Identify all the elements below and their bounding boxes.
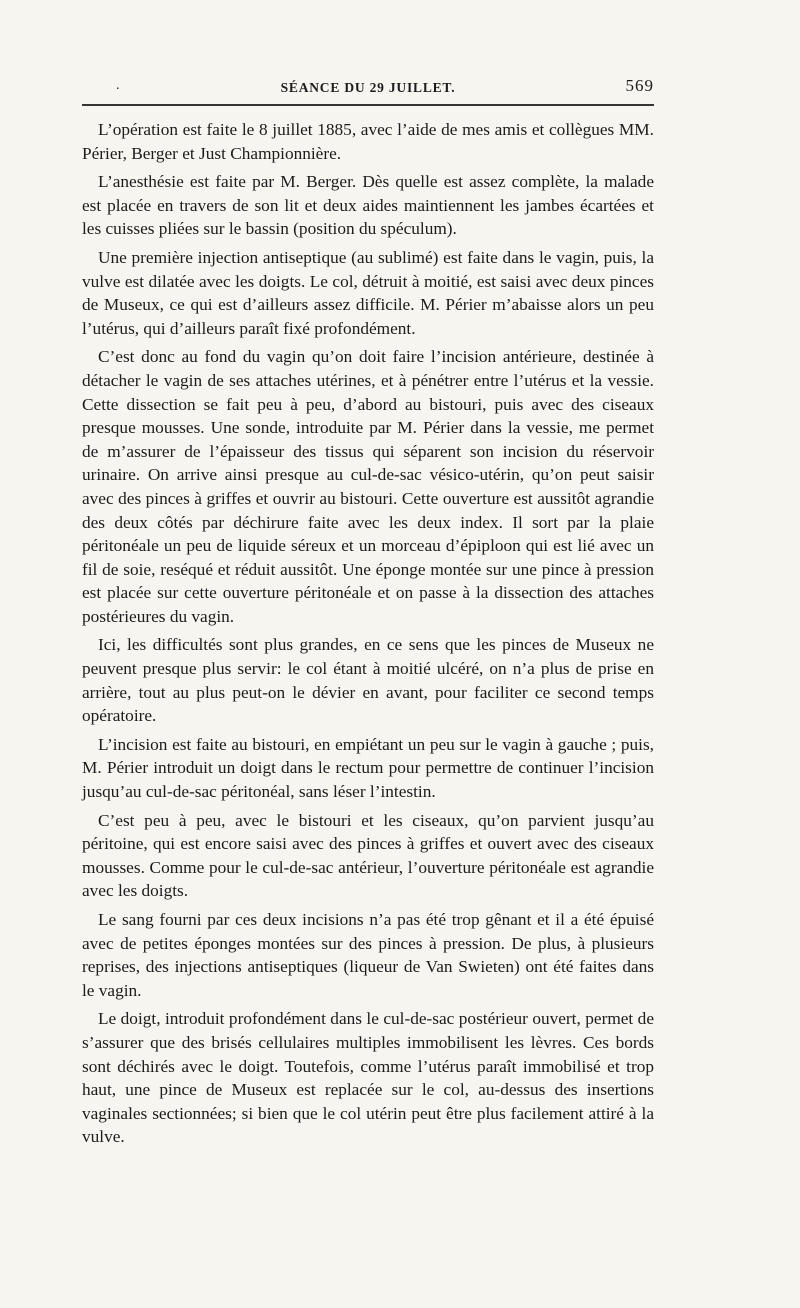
running-header <box>82 70 654 98</box>
body-text <box>82 118 654 1149</box>
paragraph-2: L’anesthésie est faite par M. Berger. Dès quelle est assez complète, la malade est placée en travers de son lit et deux aides maintiennent les jambes écartées et les cuisses pliées sur le bassin (position du spéculum). <box>82 172 654 239</box>
paragraph-7: C’est peu à peu, avec le bistouri et les ciseaux, qu’on parvient jusqu’au péritoine, qui est encore saisi avec des pinces à griffes et ouvert avec des ciseaux mousses. Comme pour le cul-de-sac antérieur, l’ouverture péritonéale est agrandie avec les doigts. <box>82 810 654 901</box>
paragraph-5: Ici, les difficultés sont plus grandes, en ce sens que les pinces de Museux ne peuvent presque plus servir: le col étant à moitié ulcéré, on n’a plus de prise en arrière, tout au plus peut-on le dévier en avant, pour faciliter ce second temps opératoire. <box>82 635 654 726</box>
header-marker: . <box>116 78 121 93</box>
paragraph-9: Le doigt, introduit profondément dans le cul-de-sac postérieur ouvert, permet de s’assurer que des brisés cellulaires multiples immobilisent les lèvres. Ces bords sont déchirés avec le doigt. Toutefois, comme l’utérus paraît immobilisé et trop haut, une pince de Museux est replacée sur le col, au-dessus des insertions vaginales sectionnées; si bien que le col utérin peut être plus facilement attiré à la vulve. <box>82 1009 654 1147</box>
page-number: 569 <box>625 76 654 95</box>
paragraph-3: Une première injection antiseptique (au sublimé) est faite dans le vagin, puis, la vulve est dilatée avec les doigts. Le col, détruit à moitié, est saisi avec deux pinces de Museux, ce qui est d’ailleurs assez difficile. M. Périer m’abaisse alors un peu l’utérus, qui d’ailleurs paraît fixé profondément. <box>82 247 654 338</box>
header-rule <box>82 104 654 106</box>
header-title: SÉANCE DU 29 JUILLET. <box>280 80 456 95</box>
paragraph-8: Le sang fourni par ces deux incisions n’a pas été trop gênant et il a été épuisé avec de petites éponges montées sur des pinces à pression. De plus, à plusieurs reprises, des injections antiseptiques (liqueur de Van Swieten) ont été faites dans le vagin. <box>82 910 654 1000</box>
document-page <box>82 70 654 1154</box>
paragraph-6: L’incision est faite au bistouri, en empiétant un peu sur le vagin à gauche ; puis, M. Périer introduit un doigt dans le rectum pour permettre de continuer l’incision jusqu’au cul-de-sac péritonéal, sans léser l’intestin. <box>82 734 654 802</box>
paragraph-4: C’est donc au fond du vagin qu’on doit faire l’incision antérieure, destinée à détacher le vagin de ses attaches utérines, et à pénétrer entre l’utérus et la vessie. Cette dissection se fait peu à peu, d’abord au bistouri, puis avec des ciseaux presque mousses. Une sonde, introduite par M. Périer dans la vessie, me permet de m’assurer de l’épaisseur des tissus qui séparent son incision du réservoir urinaire. On arrive ainsi presque au cul-de-sac vésico-utérin, qu’on peut saisir avec des pinces à griffes et ouvrir au bistouri. Cette ouverture est aussitôt agrandie des deux côtés par déchirure faite avec les deux index. Il sort par la plaie péritonéale un peu de liquide séreux et un morceau d’épiploon qui est lié avec un fil de soie, reséqué et réduit aussitôt. Une éponge montée sur une pince à pression est placée sur cette ouverture péritonéale et on passe à la dissection des attaches postérieures du vagin. <box>82 347 654 626</box>
paragraph-1: L’opération est faite le 8 juillet 1885, avec l’aide de mes amis et collègues MM. Périer, Berger et Just Championnière. <box>82 120 654 163</box>
